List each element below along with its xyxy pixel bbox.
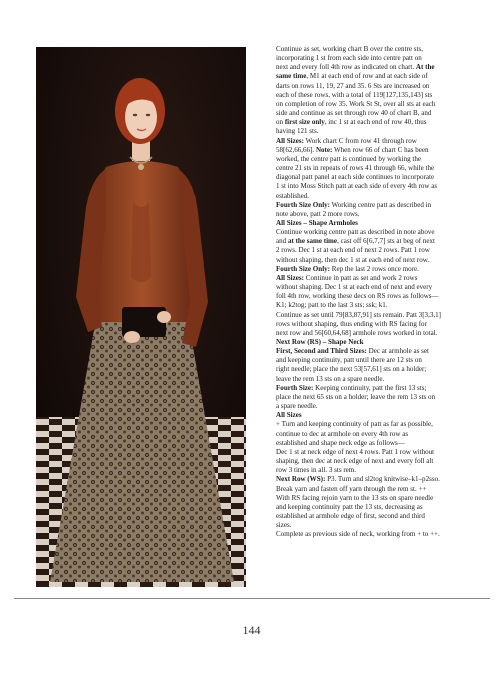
bold-run: Fourth Size Only: [276, 264, 331, 273]
bold-run: Next Row (RS) – Shape Neck [276, 338, 364, 346]
pattern-instructions [276, 45, 490, 539]
text-line [276, 320, 490, 329]
bold-run: All Sizes – Shape Armholes [276, 218, 358, 227]
text-run: place the next 65 sts on a holder; leave the rem 13 sts on [276, 392, 436, 401]
text-line [276, 365, 490, 374]
text-line [276, 521, 490, 530]
bold-run: at the same time [287, 237, 338, 246]
text-line [276, 530, 490, 539]
text-line [276, 494, 490, 503]
bold-run: All Sizes: [276, 273, 304, 282]
text-run: darts on rows 11, 19, 27 and 35. 6 Sts are increased on [276, 81, 430, 90]
text-line [276, 301, 490, 310]
bold-run: Fourth Size: [276, 383, 314, 392]
text-run: Complete as previous side of neck, working from + to ++. [276, 530, 440, 539]
text-run: without shaping. Dec 1 st at each end of next and every [276, 283, 433, 292]
text-line [276, 228, 490, 237]
text-run: established. [276, 191, 310, 200]
model-photo [36, 47, 246, 587]
text-line [276, 91, 490, 100]
text-line [276, 375, 490, 384]
text-run: and keeping continuity, patt until there are 12 sts on [276, 356, 422, 365]
text-run: next row and 56[60,64,68] armhole rows worked in total. [276, 328, 438, 337]
text-line [276, 448, 490, 457]
text-run: Break yarn and fasten off yarn through the rem st. ++ [276, 484, 427, 493]
text-run: Continue working centre patt as described in note above [276, 228, 435, 237]
text-run: K1; k2tog; patt to the last 3 sts; ssk; k1. [276, 301, 388, 310]
footer-rule [14, 598, 490, 599]
text-run: Work chart C from row 41 through row [304, 136, 417, 145]
bold-run: All Sizes [276, 411, 302, 420]
text-run: Continue as set, working chart B over the centre sts, [276, 45, 423, 53]
text-run: , M1 at each end of row and at each side of [306, 72, 428, 81]
text-line [276, 466, 490, 475]
text-line [276, 274, 490, 283]
text-run: 2 rows. Dec 1 st at each end of next 2 rows. Patt 1 row [276, 246, 430, 255]
text-line [276, 63, 490, 72]
text-line [276, 485, 490, 494]
bold-run: First, Second and Third Sizes: [276, 347, 367, 356]
text-run: leave the rem 13 sts on a spare needle. [276, 374, 385, 383]
text-run: Continue in patt as set and work 2 rows [304, 273, 418, 282]
text-line [276, 192, 490, 201]
bold-run: All Sizes: [276, 136, 304, 145]
text-line [276, 356, 490, 365]
text-run: having 121 sts. [276, 127, 319, 136]
text-line [276, 164, 490, 173]
text-run: without shaping, then dec 1 st at each end of next row. [276, 255, 430, 264]
text-line [276, 439, 490, 448]
text-line [276, 457, 490, 466]
text-line [276, 72, 490, 81]
text-line [276, 512, 490, 521]
text-run: + Turn and keeping continuity of patt as far as possible, [276, 420, 433, 429]
text-run: note above, patt 2 more rows. [276, 209, 360, 218]
text-line [276, 283, 490, 292]
bold-run: Fourth Size Only: [276, 200, 331, 209]
text-run: Keeping continuity, patt the first 13 sts; [313, 383, 427, 392]
text-run: continue to dec at armhole on every 4th row as [276, 429, 409, 438]
text-line [276, 430, 490, 439]
text-line [276, 127, 490, 136]
text-run: established and shape neck edge as follows— [276, 438, 405, 447]
text-run: , cast off 6[6,7,7] sts at beg of next [337, 237, 435, 246]
text-line [276, 45, 490, 54]
text-run: right needle; place the next 53[57,61] sts on a holder; [276, 365, 427, 374]
text-line [276, 503, 490, 512]
text-line [276, 219, 490, 228]
text-run: rows without shaping, thus ending with RS facing for [276, 319, 427, 328]
bold-run: At the [415, 63, 435, 72]
text-line [276, 237, 490, 246]
text-run: P3. Turn and sl2tog knitwise–k1–p2sso. [325, 475, 440, 484]
text-line [276, 54, 490, 63]
text-run: worked, the centre patt is continued by working the [276, 154, 422, 163]
text-line [276, 246, 490, 255]
text-line [276, 155, 490, 164]
text-run: row 3 times in all. 3 sts rem. [276, 466, 357, 475]
text-run: Rep the last 2 rows once more. [330, 264, 419, 273]
text-line [276, 100, 490, 109]
text-line [276, 311, 490, 320]
text-line [276, 475, 490, 484]
text-run: sizes. [276, 521, 292, 530]
text-run: on [276, 118, 285, 127]
text-run: When row 66 of chart C has been [332, 145, 429, 154]
text-line [276, 146, 490, 155]
text-run: foll 4th row, working these decs on RS rows as follows— [276, 292, 439, 301]
text-line [276, 292, 490, 301]
text-line [276, 182, 490, 191]
text-line [276, 82, 490, 91]
bold-run: same time [276, 72, 307, 81]
text-line [276, 347, 490, 356]
text-line [276, 173, 490, 182]
text-run: incorporating 1 st from each side into centre patt on [276, 54, 422, 63]
text-run: a spare needle. [276, 402, 318, 411]
text-line [276, 420, 490, 429]
text-run: side and continue as set through row 40 of chart B, and [276, 109, 432, 118]
text-run: centre 21 sts in repeats of rows 41 through 66, while the [276, 164, 435, 173]
text-run: shaping, then dec at neck edge of next and every foll alt [276, 457, 434, 466]
text-run: diagonal patt panel at each side continues to incorporate [276, 173, 435, 182]
text-run: Working centre patt as described in [330, 200, 432, 209]
bold-run: first size only [284, 118, 325, 127]
text-line [276, 402, 490, 411]
text-run: Continue as set until 79[83,87,91] sts remain. Patt 3[3,3,1] [276, 310, 441, 319]
text-run: on completion of row 35. Work St St, over all sts at each [276, 99, 436, 108]
text-line [276, 329, 490, 338]
bold-run: Next Row (WS): [276, 475, 326, 484]
page-number: 144 [242, 623, 261, 637]
text-line [276, 384, 490, 393]
text-line [276, 118, 490, 127]
text-run: With RS facing rejoin yarn to the 13 sts on spare needle [276, 493, 434, 502]
text-line [276, 210, 490, 219]
text-line [276, 411, 490, 420]
text-run: next and every foll 4th row as indicated on chart. [276, 63, 416, 72]
text-line [276, 338, 490, 347]
text-line [276, 393, 490, 402]
text-line [276, 256, 490, 265]
text-run: 1 st into Moss Stitch patt at each side of every 4th row as [276, 182, 438, 191]
text-run: 58[62,66,66]. [276, 145, 316, 154]
text-run: and [276, 237, 288, 246]
text-line [276, 109, 490, 118]
text-run: and keeping continuity patt the 13 sts, decreasing as [276, 502, 423, 511]
text-run: Dec 1 st at neck edge of next 4 rows. Patt 1 row without [276, 447, 435, 456]
text-run: established at armhole edge of first, second and third [276, 511, 425, 520]
bold-run: Note: [315, 145, 333, 154]
text-line [276, 201, 490, 210]
text-line [276, 265, 490, 274]
text-run: , inc 1 st at each end of row 40, thus [324, 118, 427, 127]
text-line [276, 137, 490, 146]
text-run: Dec at armhole as set [366, 347, 429, 356]
text-run: each of these rows, with a total of 119[127,135,143] sts [276, 90, 433, 99]
